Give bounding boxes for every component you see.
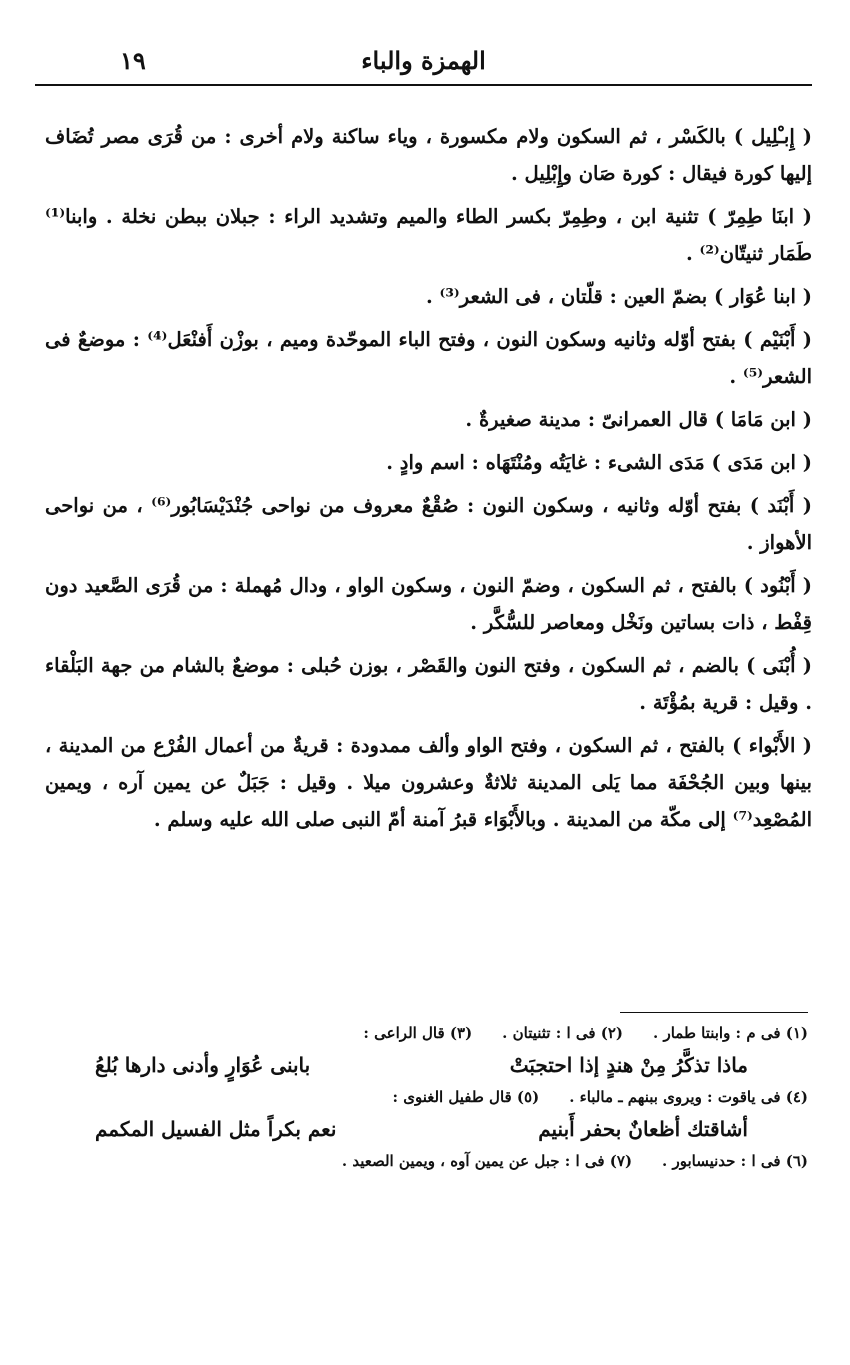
footnote-6: (٦) فى ا : حدنيسابور . [662, 1152, 808, 1170]
entry-iblil: ( إِبـْلِيل ) بالكَسْر ، ثم السكون ولام مكسورة ، وياء ساكنة ولام أخرى : من قُرَى مصر تُضَاف إليها كورة فيقال : كورة صَان وإِبْلِيل . [45, 125, 812, 185]
page-header [35, 40, 812, 84]
entries-body [45, 118, 812, 844]
verse-hemistich-right: ماذا تذكَّرُ مِنْ هندٍ إذا احتجبَتْ [509, 1053, 748, 1077]
page-number: ١٩ [120, 46, 146, 75]
entry-abnaym: ( أَبْنَيْم ) بفتح أوّله وثانيه وسكون النون ، وفتح الباء الموحّدة وميم ، بوزْن أَفنْعَل⁽⁴⁾ : موضعٌ فى الشعر⁽⁵⁾ . [45, 328, 812, 388]
entry-ibna-timirr: ( ابنَا طِمِرّ ) تثنية ابن ، وطِمِرّ بكسر الطاء والميم وتشديد الراء : جبلان ببطن نخلة . وابنا⁽¹⁾ طَمَار ثنيتّان⁽²⁾ . [45, 205, 812, 265]
verse-hemistich-right: أشاقتك أظعانٌ بحفر أَبنيم [538, 1117, 748, 1141]
entry-ibna-uwar: ( ابنا عُوَار ) بضمّ العين : قلّتان ، فى الشعر⁽³⁾ . [425, 285, 812, 308]
footnote-4: (٤) فى ياقوت : ويروى ببنهم ـ مالباء . [569, 1088, 808, 1106]
footnote-row [55, 1084, 808, 1110]
verse-hemistich-left: نعم بكراً مثل الفسيل المكمم [95, 1117, 337, 1141]
entry-al-abwa: ( الأَبْواء ) بالفتح ، ثم السكون ، وفتح الواو وألف ممدودة : قريةٌ من أعمال الفُرْع من المدينة ، بينها وبين الجُحْفَة مما يَلى المدينة ثلاثةٌ وعشرون ميلا . وقيل : جَبَلٌ عن يمين آره ، ويمين المُصْعِد⁽⁷⁾ إلى مكّة من المدينة . وبالأَبْوَاء قبرُ آمنة أمّ النبى صلى الله عليه وسلم . [45, 734, 812, 831]
verse-line [55, 1110, 808, 1148]
page-title: الهمزة والباء [361, 46, 486, 75]
entry-ibn-mada: ( ابن مَدَى ) مَدَى الشىء : غايَتُه ومُنْتَهَاه : اسم وادٍ . [386, 451, 812, 474]
footnote-1: (١) فى م : وابنتا طمار . [653, 1024, 808, 1042]
footnote-5: (٥) قال طفيل الغنوى : [392, 1088, 540, 1106]
entry-ubna: ( أُبْنَى ) بالضم ، ثم السكون ، وفتح النون والقَصْر ، بوزن حُبلى : موضعٌ بالشام من جهة البَلْقاء . وقيل : قرية بمُؤْتَة . [45, 654, 812, 714]
verse-line [55, 1046, 808, 1084]
footnote-7: (٧) فى ا : جبل عن يمين آوه ، ويمين الصعيد . [341, 1152, 633, 1170]
footnote-2: (٢) فى ا : تثنيتان . [502, 1024, 624, 1042]
entry-abnud: ( أَبْنُود ) بالفتح ، ثم السكون ، وضمّ النون ، وسكون الواو ، ودال مُهملة : من قُرَى الصَّعيد دون قِفْط ، ذات بساتين ونَخْل ومعاصر للسُّكَّر . [45, 574, 812, 634]
footnotes [55, 1020, 808, 1174]
verse-hemistich-left: بابنى عُوَارٍ وأدنى دارها بُلعُ [95, 1053, 311, 1077]
footnote-row [55, 1020, 808, 1046]
entry-abnad: ( أَبْنَد ) بفتح أوّله وثانيه ، وسكون النون : صُقْعٌ معروف من نواحى جُنْدَيْسَابُور⁽⁶⁾ ، من نواحى الأهواز . [45, 494, 813, 554]
footnote-row [55, 1148, 808, 1174]
footnote-divider [620, 1012, 808, 1013]
header-divider [35, 84, 812, 86]
entry-ibn-mama: ( ابن مَامَا ) قال العمرانىّ : مدينة صغيرةٌ . [465, 408, 812, 431]
footnote-3: (٣) قال الراعى : [363, 1024, 473, 1042]
